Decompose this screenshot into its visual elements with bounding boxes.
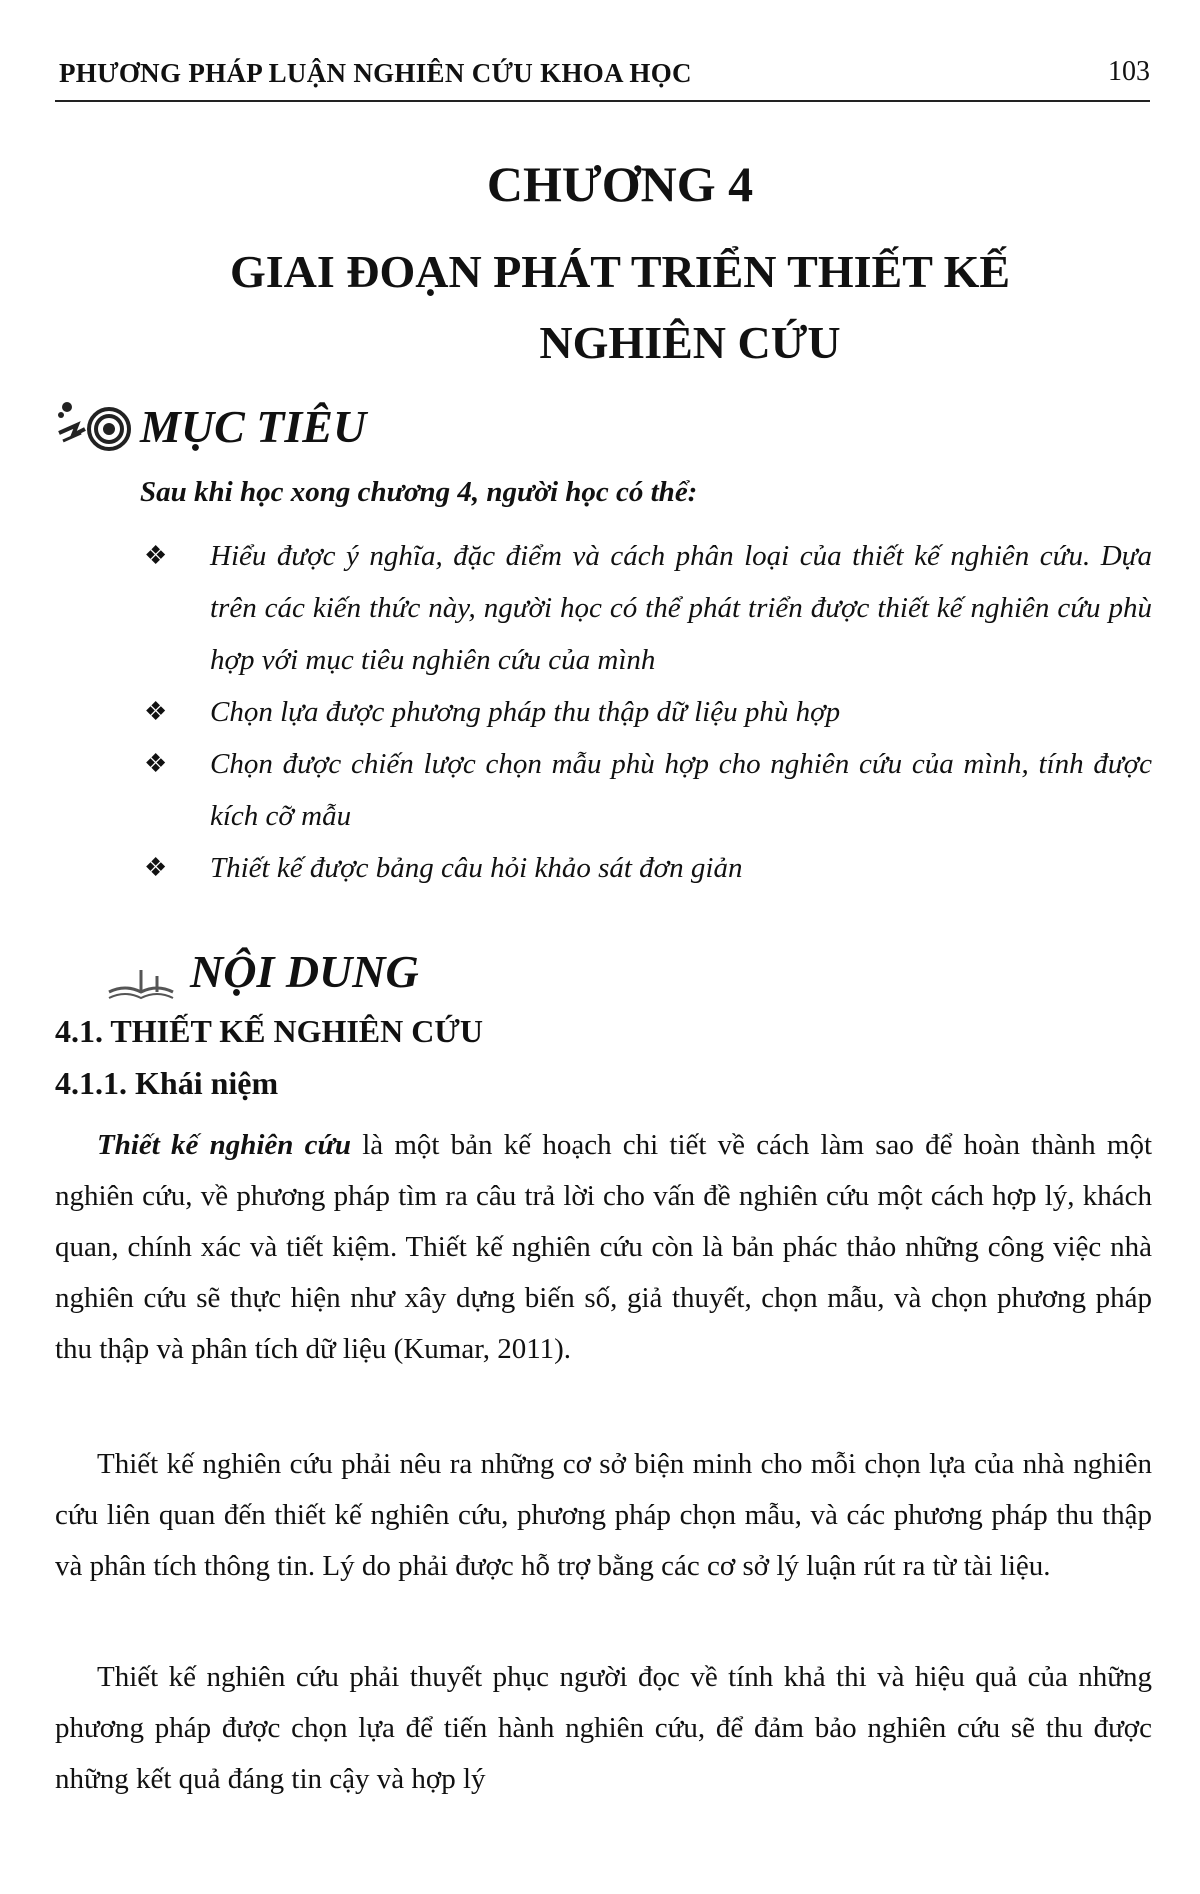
- paragraph-definition: [55, 1120, 1152, 1375]
- flower-ornament-icon: [55, 395, 135, 455]
- paragraph-feasibility: Thiết kế nghiên cứu phải thuyết phục người đọc về tính khả thi và hiệu quả của những phương pháp được chọn lựa để tiến hành nghiên cứu, để đảm bảo nghiên cứu sẽ thu được những kết quả đáng tin cậy và hợp lý: [55, 1661, 1152, 1795]
- chapter-label: CHƯƠNG 4: [486, 156, 754, 212]
- objective-item: [140, 530, 1152, 686]
- open-book-icon: [105, 962, 177, 1002]
- chapter-title-line-1: GIAI ĐOẠN PHÁT TRIỂN THIẾT KẾ: [229, 246, 1011, 297]
- objective-item: [140, 842, 1152, 894]
- objectives-intro: Sau khi học xong chương 4, người học có thể:: [140, 476, 698, 508]
- content-heading: NỘI DUNG: [190, 946, 419, 997]
- objective-text: Thiết kế được bảng câu hỏi khảo sát đơn giản: [210, 852, 743, 884]
- objective-text: Chọn được chiến lược chọn mẫu phù hợp cho nghiên cứu của mình, tính được kích cỡ mẫu: [210, 748, 1152, 832]
- page-number: 103: [1108, 56, 1150, 87]
- diamond-bullet-icon: ❖: [144, 697, 168, 726]
- defined-term: Thiết kế nghiên cứu: [97, 1129, 352, 1161]
- diamond-bullet-icon: ❖: [144, 541, 168, 570]
- diamond-bullet-icon: ❖: [144, 853, 168, 882]
- section-heading-4-1-1: 4.1.1. Khái niệm: [55, 1065, 279, 1101]
- objective-item: [140, 738, 1152, 842]
- paragraph-justification: Thiết kế nghiên cứu phải nêu ra những cơ sở biện minh cho mỗi chọn lựa của nhà nghiên cứu liên quan đến thiết kế nghiên cứu, phương pháp chọn mẫu, và các phương pháp thu thập và phân tích thông tin. Lý do phải được hỗ trợ bằng các cơ sở lý luận rút ra từ tài liệu.: [55, 1448, 1152, 1582]
- objective-item: [140, 686, 1152, 738]
- running-header-title: PHƯƠNG PHÁP LUẬN NGHIÊN CỨU KHOA HỌC: [59, 58, 692, 88]
- objective-text: Chọn lựa được phương pháp thu thập dữ liệu phù hợp: [210, 696, 841, 728]
- paragraph-text: là một bản kế hoạch chi tiết về cách làm sao để hoàn thành một nghiên cứu, về phương pháp tìm ra câu trả lời cho vấn đề nghiên cứu một cách hợp lý, khách quan, chính xác và tiết kiệm. Thiết kế nghiên cứu còn là bản phác thảo những công việc nhà nghiên cứu sẽ thực hiện như xây dựng biến số, giả thuyết, chọn mẫu, và chọn phương pháp thu thập và phân tích dữ liệu (Kumar, 2011).: [55, 1129, 1153, 1365]
- diamond-bullet-icon: ❖: [144, 749, 168, 778]
- objectives-list: [140, 530, 1152, 894]
- chapter-title-line-2: NGHIÊN CỨU: [539, 317, 841, 368]
- running-header: [55, 52, 1150, 102]
- objectives-heading: MỤC TIÊU: [140, 401, 367, 452]
- section-heading-4-1: 4.1. THIẾT KẾ NGHIÊN CỨU: [55, 1013, 483, 1049]
- objective-text: Hiểu được ý nghĩa, đặc điểm và cách phân loại của thiết kế nghiên cứu. Dựa trên các kiến thức này, người học có thể phát triển được thiết kế nghiên cứu phù hợp với mục tiêu nghiên cứu của mình: [210, 540, 1152, 676]
